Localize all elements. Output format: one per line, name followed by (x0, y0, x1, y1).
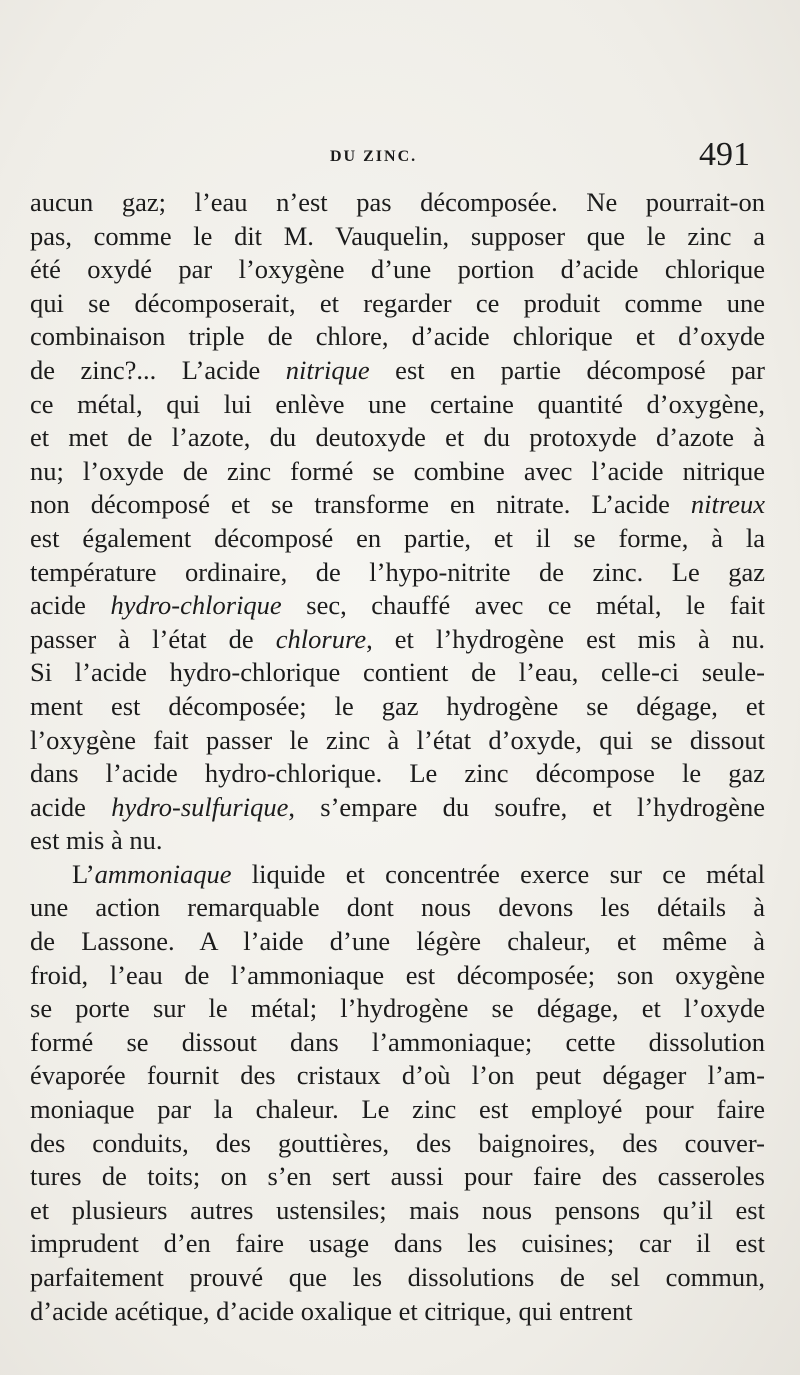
text-line (30, 354, 765, 388)
text-line (30, 287, 765, 321)
text-segment: ment est décomposée; le gaz hydrogène se dégage, et (30, 690, 765, 721)
text-segment: combinaison triple de chlore, d’acide chlorique et d’oxyde (30, 321, 765, 352)
text-segment: des conduits, des gouttières, des baignoires, des couver- (30, 1127, 765, 1158)
text-line (30, 220, 765, 254)
text-segment: , s’empare du soufre, et l’hydrogène (288, 791, 765, 822)
text-segment: qui se décomposerait, et regarder ce produit comme une (30, 287, 765, 318)
text-line (30, 757, 765, 791)
text-line (30, 824, 765, 858)
text-segment: parfaitement prouvé que les dissolutions de sel commun, (30, 1262, 765, 1292)
text-segment: aucun gaz; l’eau n’est pas décomposée. Ne pourrait-on (30, 187, 765, 217)
text-line (30, 858, 765, 892)
text-segment: et plusieurs autres ustensiles; mais nous pensons qu’il est (30, 1194, 765, 1225)
text-line (30, 656, 765, 690)
text-segment: acide (30, 590, 111, 621)
text-line (30, 253, 765, 287)
italic-term: hydro-sulfurique (111, 791, 289, 822)
italic-term: hydro-chlorique (110, 590, 282, 621)
text-line (30, 1093, 765, 1127)
text-segment: liquide et concentrée exerce sur ce métal (231, 858, 765, 889)
text-line (30, 1160, 765, 1194)
page-header (30, 136, 770, 180)
text-segment: imprudent d’en faire usage dans les cuisines; car il est (30, 1228, 765, 1259)
text-segment: sec, chauffé avec ce métal, le fait (281, 590, 766, 621)
text-segment: tures de toits; on s’en sert aussi pour faire des casseroles (30, 1161, 765, 1192)
text-segment: L’ (72, 858, 95, 889)
text-line (30, 589, 765, 623)
italic-term: ammoniaque (94, 858, 232, 889)
text-line (30, 556, 765, 590)
text-line (30, 623, 765, 657)
text-line (30, 1227, 765, 1261)
text-line (30, 455, 765, 489)
text-segment: dans l’acide hydro-chlorique. Le zinc décompose le gaz (30, 758, 765, 789)
text-segment: et met de l’azote, du deutoxyde et du protoxyde d’azote à (30, 422, 765, 453)
page-number: 491 (699, 136, 750, 173)
text-line (30, 1295, 765, 1329)
text-segment: non décomposé et se transforme en nitrate. L’acide (30, 489, 691, 520)
text-line (30, 1194, 765, 1228)
text-segment: est mis à nu. (30, 825, 163, 856)
text-line (30, 1127, 765, 1161)
text-line (30, 959, 765, 993)
text-segment: Si l’acide hydro-chlorique contient de l’eau, celle-ci seule- (30, 657, 765, 688)
text-line (30, 992, 765, 1026)
text-line (30, 388, 765, 422)
text-line (30, 488, 765, 522)
text-segment: est en partie décomposé par (369, 354, 765, 385)
text-line (30, 1261, 765, 1295)
body-text (30, 186, 765, 1328)
text-segment: froid, l’eau de l’ammoniaque est décomposée; son oxygène (30, 959, 765, 990)
text-line (30, 791, 765, 825)
text-segment: pas, comme le dit M. Vauquelin, supposer que le zinc a (30, 220, 765, 251)
text-line (30, 421, 765, 455)
text-line (30, 1026, 765, 1060)
text-segment: température ordinaire, de l’hypo-nitrite de zinc. Le gaz (30, 556, 765, 587)
text-line (30, 186, 765, 220)
italic-term: nitrique (285, 354, 370, 385)
text-segment: acide (30, 791, 112, 822)
text-segment: se porte sur le métal; l’hydrogène se dégage, et l’oxyde (30, 993, 765, 1024)
text-segment: est également décomposé en partie, et il se forme, à la (30, 522, 765, 553)
text-segment: , et l’hydrogène est mis à nu. (366, 623, 766, 654)
text-line (30, 522, 765, 556)
italic-term: nitreux (690, 489, 765, 520)
text-line (30, 1059, 765, 1093)
text-segment: une action remarquable dont nous devons les détails à (30, 892, 765, 923)
text-segment: de Lassone. A l’aide d’une légère chaleur, et même à (30, 926, 765, 957)
text-segment: passer à l’état de (30, 623, 276, 654)
text-segment: ce métal, qui lui enlève une certaine quantité d’oxygène, (30, 388, 765, 419)
text-segment: l’oxygène fait passer le zinc à l’état d’oxyde, qui se dissout (30, 724, 765, 755)
text-segment: d’acide acétique, d’acide oxalique et citrique, qui entrent (30, 1295, 633, 1326)
text-line (30, 724, 765, 758)
text-segment: été oxydé par l’oxygène d’une portion d’acide chlorique (30, 254, 765, 285)
text-segment: nu; l’oxyde de zinc formé se combine avec l’acide nitrique (30, 455, 765, 486)
running-title: DU ZINC. (330, 148, 418, 165)
italic-term: chlorure (275, 623, 367, 654)
text-segment: formé se dissout dans l’ammoniaque; cette dissolution (30, 1026, 765, 1057)
text-line (30, 690, 765, 724)
text-line (30, 891, 765, 925)
text-segment: évaporée fournit des cristaux d’où l’on peut dégager l’am- (30, 1060, 765, 1091)
text-line (30, 320, 765, 354)
text-segment: moniaque par la chaleur. Le zinc est employé pour faire (30, 1094, 765, 1125)
text-segment: de zinc?... L’acide (30, 354, 286, 385)
text-line (30, 925, 765, 959)
